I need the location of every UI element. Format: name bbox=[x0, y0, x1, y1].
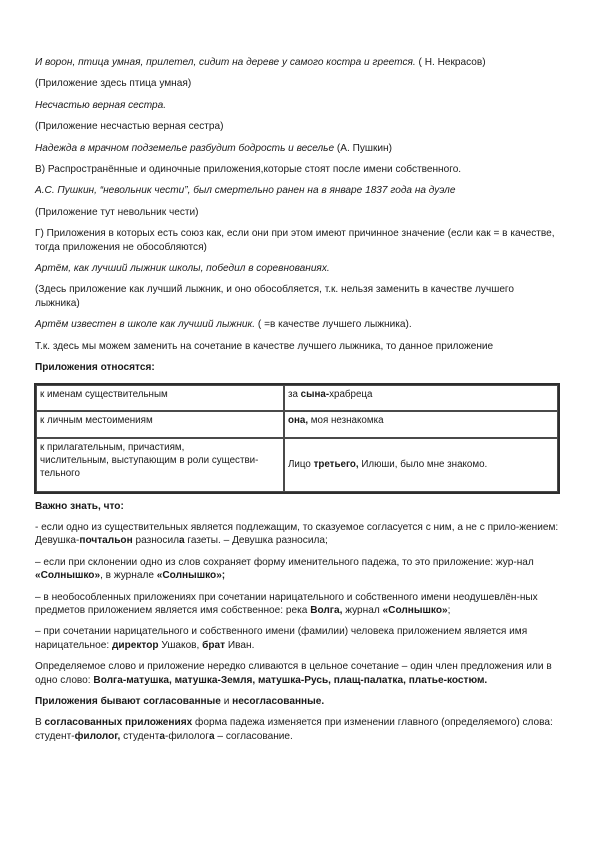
table-cell-example bbox=[284, 438, 558, 492]
italic-text: Артём, как лучший лыжник школы, победил в соревнованиях. bbox=[35, 263, 330, 275]
text-run: (Приложение здесь птица умная) bbox=[35, 78, 192, 90]
text-run: ; bbox=[447, 604, 451, 616]
text-run: журнал bbox=[342, 604, 383, 616]
bold-text: а bbox=[178, 535, 185, 547]
table-cell-category bbox=[36, 411, 284, 438]
paragraph bbox=[35, 142, 560, 155]
text-run: газеты. – Девушка разносила; bbox=[184, 535, 328, 547]
bold-text: филолог, bbox=[74, 730, 121, 742]
paragraph bbox=[35, 340, 560, 353]
text-run: моя незнакомка bbox=[308, 414, 384, 426]
bold-text: брат bbox=[202, 639, 226, 651]
paragraph bbox=[35, 716, 560, 743]
table-row bbox=[36, 385, 558, 411]
table-cell-category bbox=[36, 438, 284, 492]
paragraph bbox=[35, 206, 560, 219]
bold-text: несогласованные. bbox=[232, 695, 325, 707]
text-run: (Приложение тут невольник чести) bbox=[35, 206, 199, 218]
italic-text: И ворон, птица умная, прилетел, сидит на дереве у самого костра и греется. bbox=[35, 57, 416, 68]
text-run: Иван. bbox=[225, 639, 255, 651]
table-row bbox=[36, 411, 558, 438]
text-run: за bbox=[288, 388, 301, 400]
paragraph bbox=[35, 262, 560, 275]
paragraph bbox=[35, 227, 560, 254]
text-run: ( =в качестве лучшего лыжника). bbox=[255, 319, 412, 331]
italic-text: Надежда в мрачном подземелье разбудит бодрость и веселье bbox=[35, 142, 335, 154]
text-run: Т.к. здесь мы можем заменить на сочетание в качестве лучшего лыжника, то данное приложение bbox=[35, 340, 494, 352]
table-cell-category bbox=[36, 385, 284, 411]
text-run: к прилагательным, причастиям, bbox=[40, 441, 185, 453]
paragraph bbox=[35, 695, 560, 708]
paragraph bbox=[35, 163, 560, 176]
text-run: (А. Пушкин) bbox=[334, 142, 392, 154]
bold-text: «Солнышко»; bbox=[156, 570, 226, 582]
table-row bbox=[36, 438, 558, 492]
text-block-intro bbox=[35, 56, 560, 375]
bold-text: Приложения бывают согласованные bbox=[35, 695, 221, 707]
paragraph bbox=[35, 625, 560, 652]
text-run: -филолог bbox=[164, 730, 209, 742]
italic-text: Несчастью верная сестра. bbox=[35, 99, 167, 111]
text-run: (Приложение несчастью верная сестра) bbox=[35, 121, 224, 133]
text-run: форма падежа изменяется при изменении главного (определяемого) слова: студент- bbox=[35, 717, 553, 742]
text-block-notes bbox=[35, 500, 560, 744]
bold-text: она, bbox=[288, 414, 309, 426]
text-run: Ушаков, bbox=[158, 639, 203, 651]
bold-text: согласованных приложениях bbox=[44, 717, 193, 729]
paragraph bbox=[35, 591, 560, 618]
text-run: , в журнале bbox=[100, 570, 157, 582]
text-run: Лицо bbox=[288, 459, 314, 470]
bold-text: «Солнышко» bbox=[35, 570, 101, 582]
paragraph bbox=[35, 184, 560, 197]
text-run: Г) Приложения в которых есть союз как, если они при этом имеют причинное значение (если как = в качестве, тогда приложения не обособляются) bbox=[35, 228, 555, 253]
bold-text: Волга-матушка, матушка-Земля, матушка-Русь, плащ-палатка, платье-костюм. bbox=[93, 674, 488, 686]
paragraph bbox=[35, 120, 560, 133]
bold-text: сына- bbox=[300, 388, 330, 400]
text-run: числительным, выступающим в роли существи- bbox=[40, 454, 259, 466]
bold-text: Приложения относятся: bbox=[35, 362, 155, 374]
text-run: разносил bbox=[132, 535, 179, 547]
text-run: – согласование. bbox=[214, 730, 293, 742]
text-run: к именам существительным bbox=[40, 388, 168, 400]
italic-text: Артём известен в школе как лучший лыжник. bbox=[35, 319, 256, 331]
bold-text: Важно знать, что: bbox=[35, 500, 124, 512]
paragraph bbox=[35, 318, 560, 331]
italic-text: А.С. Пушкин, “невольник чести”, был смертельно ранен на в январе 1837 года на дуэле bbox=[35, 185, 456, 197]
text-run: (Здесь приложение как лучший лыжник, и оно обособляется, т.к. нельзя заменить в качестве лучшего лыжника) bbox=[35, 284, 515, 309]
paragraph bbox=[35, 521, 560, 548]
bold-text: почтальон bbox=[79, 535, 133, 547]
paragraph bbox=[35, 77, 560, 90]
text-run: храбреца bbox=[329, 388, 373, 400]
text-run: Определяемое слово и приложение нередко сливаются в цельное сочетание – один член предложения или в одно слово: bbox=[35, 661, 552, 686]
bold-text: Волга, bbox=[310, 604, 343, 616]
paragraph bbox=[35, 283, 560, 310]
paragraph bbox=[35, 660, 560, 687]
text-run: Илюши, было мне знакомо. bbox=[358, 459, 488, 470]
table-cell-example bbox=[284, 385, 558, 411]
bold-text: а bbox=[159, 730, 165, 742]
bold-text: «Солнышко» bbox=[382, 604, 448, 616]
document-body bbox=[35, 56, 560, 751]
paragraph bbox=[35, 361, 560, 374]
table-cell-example bbox=[284, 411, 558, 438]
text-run: - если одно из существительных является подлежащим, то сказуемое согласуется с ним, а не с прило-жением: Девушка- bbox=[35, 521, 559, 547]
text-run: В bbox=[35, 717, 45, 729]
text-run: В) Распространённые и одиночные приложения,которые стоят после имени собственного. bbox=[35, 164, 462, 176]
paragraph bbox=[35, 99, 560, 112]
bold-text: третьего, bbox=[313, 459, 359, 470]
text-run: – если при склонении одно из слов сохраняет форму именительного падежа, то это приложение: жур-нал bbox=[35, 556, 534, 568]
text-run: – при сочетании нарицательного и собственного имени (фамилии) человека приложением является имя нарицательное: bbox=[35, 626, 528, 651]
text-run: и bbox=[220, 695, 233, 707]
bold-text: директор bbox=[111, 639, 159, 651]
text-run: тельного bbox=[40, 467, 80, 479]
paragraph bbox=[35, 500, 560, 513]
paragraph bbox=[35, 556, 560, 583]
paragraph bbox=[35, 56, 560, 69]
text-run: – в необособленных приложениях при сочетании нарицательного и собственного имени неодушевлён-ных предметов приложением является имя собственное: река bbox=[35, 591, 538, 616]
appositive-types-table bbox=[34, 383, 560, 494]
bold-text: а bbox=[208, 730, 215, 742]
text-run: к личным местоимениям bbox=[40, 414, 153, 426]
text-run: студент bbox=[120, 730, 160, 742]
text-run: ( Н. Некрасов) bbox=[415, 57, 486, 68]
